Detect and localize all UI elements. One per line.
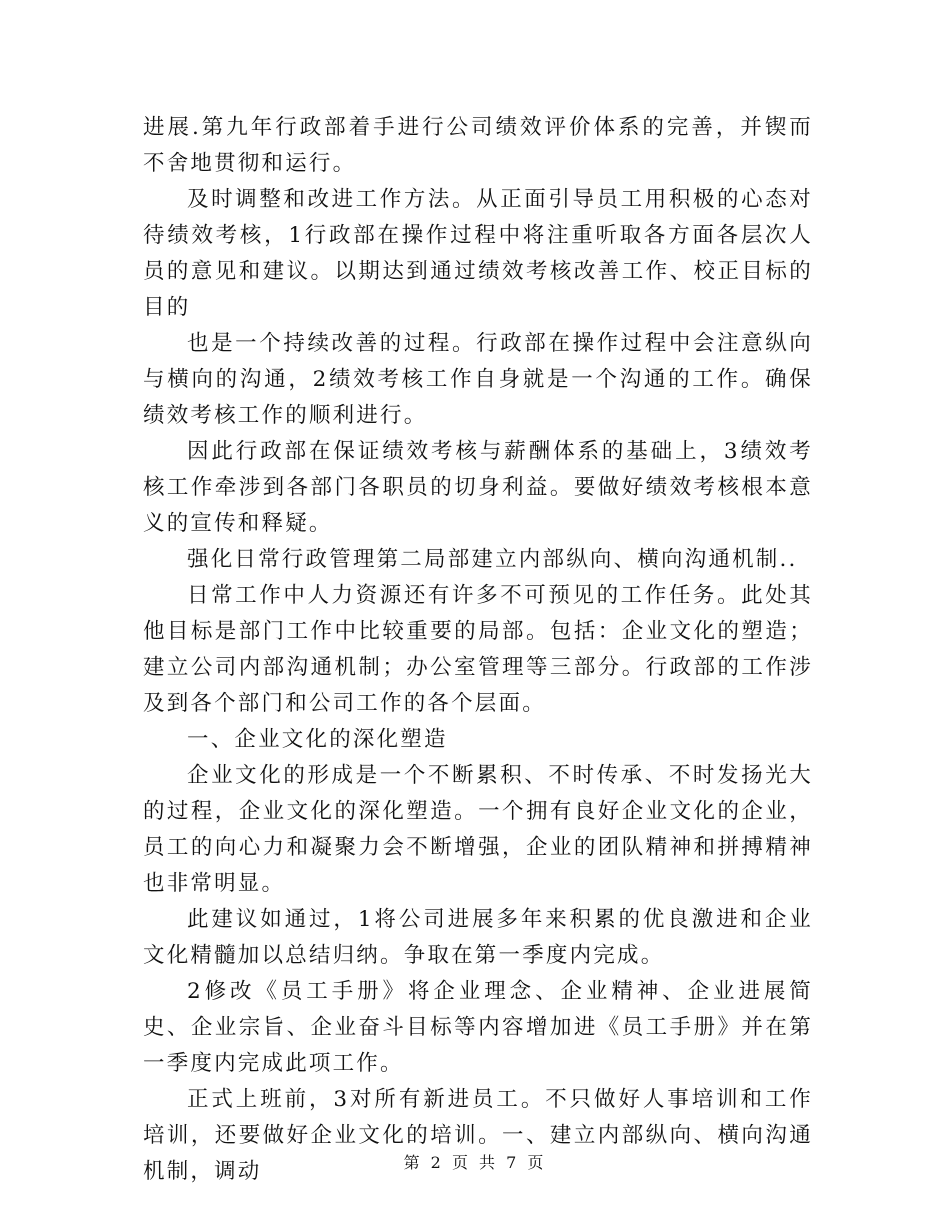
page-body: [143, 110, 813, 1190]
paragraph-10: 2修改《员工手册》将企业理念、企业精神、企业进展简史、企业宗旨、企业奋斗目标等内容增加进《员工手册》并在第一季度内完成此项工作。: [143, 979, 813, 1076]
paragraph-8: 企业文化的形成是一个不断累积、不时传承、不时发扬光大的过程，企业文化的深化塑造。一个拥有良好企业文化的企业，员工的向心力和凝聚力会不断增强，企业的团队精神和拼搏精神也非常明显。: [143, 763, 813, 896]
paragraph-6: 日常工作中人力资源还有许多不可预见的工作任务。此处其他目标是部门工作中比较重要的局部。包括：企业文化的塑造；建立公司内部沟通机制；办公室管理等三部分。行政部的工作涉及到各个部门和公司工作的各个层面。: [143, 583, 813, 716]
page-footer: 第 2 页 共 7 页: [403, 1153, 547, 1172]
paragraph-3: 也是一个持续改善的过程。行政部在操作过程中会注意纵向与横向的沟通，2绩效考核工作自身就是一个沟通的工作。确保绩效考核工作的顺利进行。: [143, 331, 813, 428]
paragraph-4: 因此行政部在保证绩效考核与薪酬体系的基础上，3绩效考核工作牵涉到各部门各职员的切身利益。要做好绩效考核根本意义的宣传和释疑。: [143, 439, 813, 536]
section-heading: 一、企业文化的深化塑造: [187, 727, 448, 752]
paragraph-2: 及时调整和改进工作方法。从正面引导员工用积极的心态对待绩效考核，1行政部在操作过程中将注重听取各方面各层次人员的意见和建议。以期达到通过绩效考核改善工作、校正目标的目的: [143, 187, 813, 320]
paragraph-5: 强化日常行政管理第二局部建立内部纵向、横向沟通机制..: [187, 547, 798, 572]
paragraph-11: 正式上班前，3对所有新进员工。不只做好人事培训和工作培训，还要做好企业文化的培训。一、建立内部纵向、横向沟通机制，调动: [143, 1087, 813, 1184]
paragraph-1: 进展.第九年行政部着手进行公司绩效评价体系的完善，并锲而不舍地贯彻和运行。: [143, 115, 813, 176]
paragraph-9: 此建议如通过，1将公司进展多年来积累的优良激进和企业文化精髓加以总结归纳。争取在第一季度内完成。: [143, 907, 813, 968]
